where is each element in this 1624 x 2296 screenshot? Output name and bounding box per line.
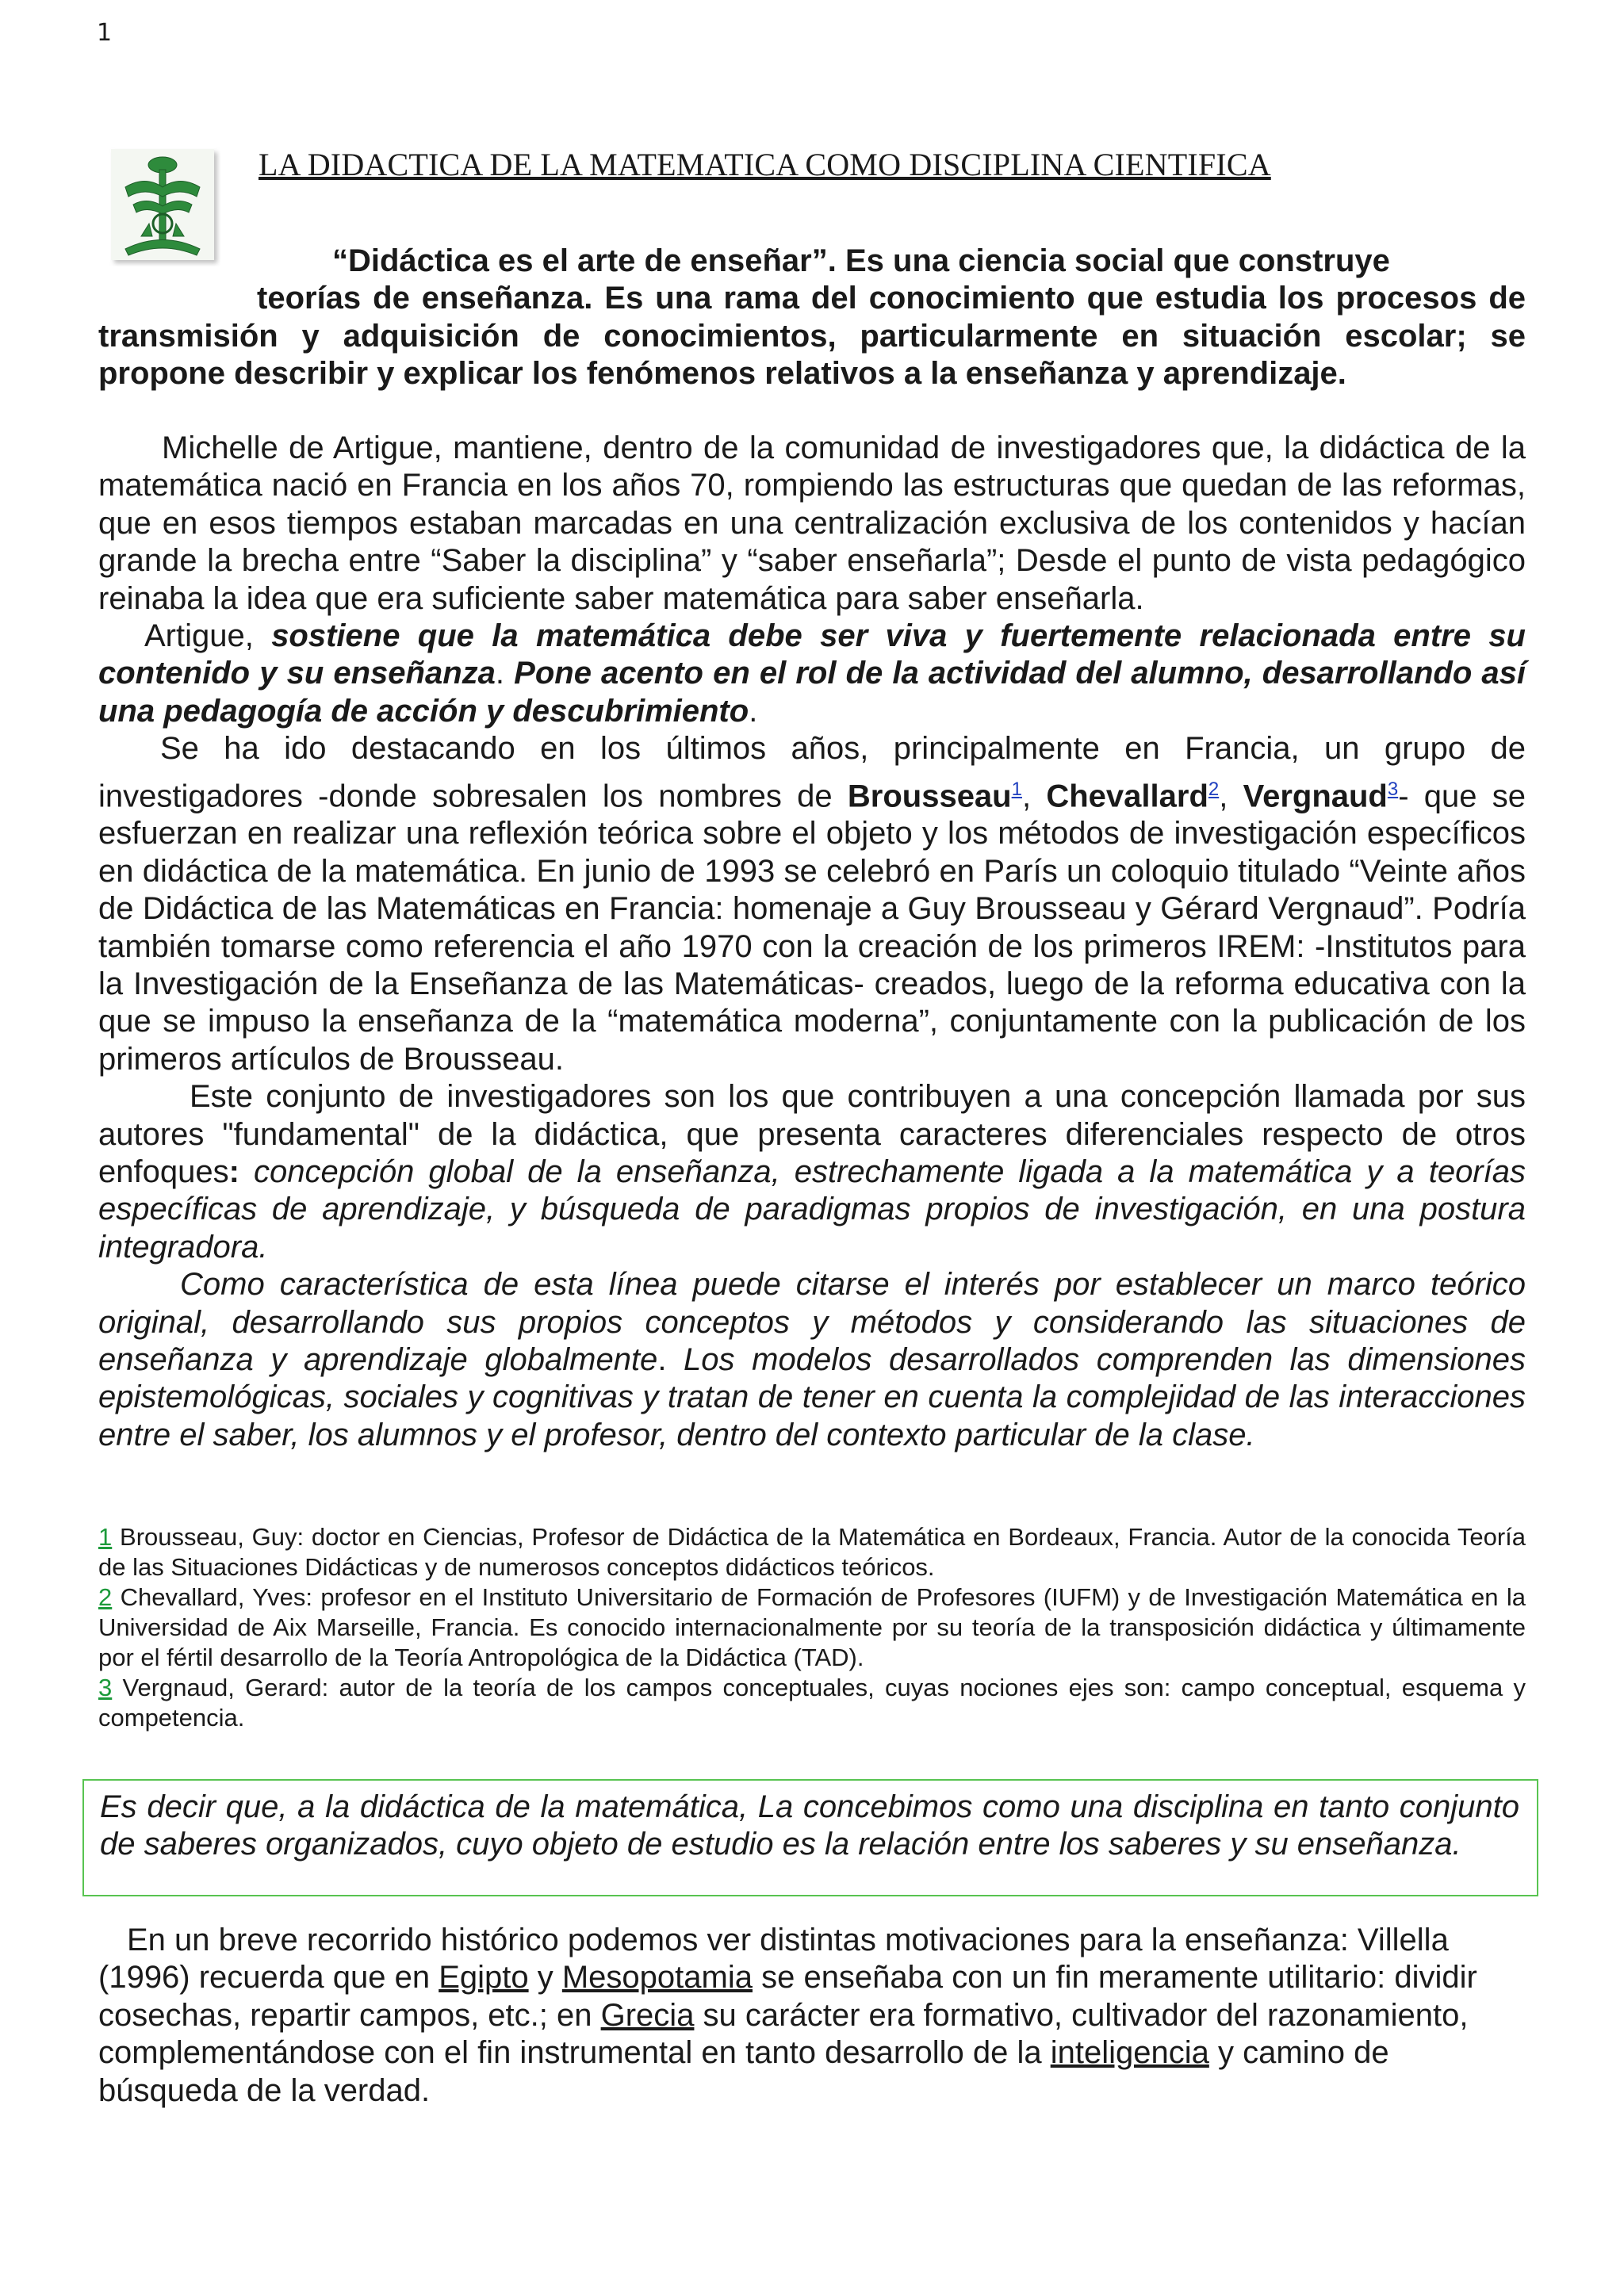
p2-emphasis-1: sostiene que la matemática debe ser viva y fuertemente relacionada entre su contenido y su enseñanza [98,618,1526,691]
p3-intro: Se ha ido destacando en los últimos años, principalmente en Francia, un grupo de investigadores -donde sobresalen los nombres de [98,731,1526,813]
p2-separator: . [495,656,515,691]
definition-rest: teorías de enseñanza. Es una rama del conocimiento que estudia los procesos de transmisión y adquisición de conocimientos, particularmente en situación escolar; se propone describir y explicar los fenómenos relativos a la enseñanza y aprendizaje. [98,281,1526,392]
p4-italic: concepción global de la enseñanza, estrechamente ligada a la matemática y a teorías específicas de aprendizaje, y búsqueda de paradigmas propios de investigación, en una postura integradora. [98,1154,1526,1265]
footnote-ref-3[interactable]: 3 [1387,778,1399,800]
footnote-text-3: Vergnaud, Gerard: autor de la teoría de los campos conceptuales, cuyas nociones ejes son: campo conceptual, esquema y competencia. [98,1674,1526,1732]
p5-dot: . [657,1342,667,1378]
comma-2: , [1219,778,1243,813]
footnote-number-2[interactable]: 2 [98,1583,113,1611]
footnote-2 [98,1582,1526,1673]
link-mesopotamia[interactable]: Mesopotamia [561,1960,753,1996]
page-number: 1 [97,19,113,47]
name-brousseau: Brousseau [847,778,1012,813]
p3-rest: - que se esfuerzan en realizar una reflexión teórica sobre el objeto y los métodos de investigación específicos en didáctica de la matemática. En junio de 1993 se celebró en París un coloquio titulado “Veinte años de Didáctica de las Matemáticas en Francia: homenaje a Guy Brousseau y Gérard Vergnaud”. Podría también tomarse como referencia el año 1970 con la creación de los primeros IREM: -Institutos para la Investigación de la Enseñanza de las Matemáticas- creados, luego de la reforma educativa con la que se impuso la enseñanza de la “matemática moderna”, conjuntamente con la publicación de los primeros artículos de Brousseau. [98,778,1526,1077]
definition-paragraph [98,243,1526,393]
closing-text-b: y [528,1960,562,1996]
footnote-number-1[interactable]: 1 [98,1523,113,1551]
p2-emphasis-2: Pone acento en el rol de la actividad del alumno, desarrollando así una pedagogía de acción y descubrimiento [98,656,1526,729]
name-vergnaud: Vergnaud [1243,778,1388,813]
footnotes [98,1522,1526,1733]
paragraph-fundamental [98,1078,1526,1266]
boxed-statement: Es decir que, a la didáctica de la matemática, La concebimos como una disciplina en tanto conjunto de saberes organizados, cuyo objeto de estudio es la relación entre los saberes y su enseñanza. [82,1779,1538,1896]
closing-text-d: su carácter era formativo, cultivador del razonamiento, complementándose con el fin instrumental en tanto desarrollo de la [98,1997,1469,2071]
paragraph-researchers [98,730,1526,1078]
document-title: LA DIDACTICA DE LA MATEMATICA COMO DISCIPLINA CIENTIFICA [259,147,1271,182]
footnote-number-3[interactable]: 3 [98,1674,113,1701]
link-inteligencia[interactable]: inteligencia [1050,2035,1209,2071]
footnote-3 [98,1673,1526,1733]
p2-lead: Artigue, [144,618,272,654]
closing-text-c: se enseñaba con un fin meramente utilitario: dividir cosechas, repartir campos, etc.; en [98,1960,1477,2033]
link-grecia[interactable]: Grecia [600,1997,695,2033]
closing-paragraph [98,1922,1534,2110]
name-chevallard: Chevallard [1046,778,1208,813]
paragraph-characteristics [98,1266,1526,1454]
p5-italic-b: Los modelos desarrollados comprenden las dimensiones epistemológicas, sociales y cognitivas y tratan de tener en cuenta la complejidad de las interacciones entre el saber, los alumnos y el profesor, dentro del contexto particular de la clase. [98,1342,1526,1452]
footnote-text-2: Chevallard, Yves: profesor en el Instituto Universitario de Formación de Profesores (IUFM) y de Investigación Matemática en la Universidad de Aix Marseille, Francia. Es conocido internacionalmente por su teoría de la transposición didáctica y últimamente por el fértil desarrollo de la Teoría Antropológica de la Didáctica (TAD). [98,1583,1526,1671]
footnote-ref-2[interactable]: 2 [1208,778,1220,800]
p2-end: . [749,693,758,729]
footnote-ref-1[interactable]: 1 [1011,778,1022,800]
body-text [98,430,1526,1454]
definition-line-1: “Didáctica es el arte de enseñar”. Es una ciencia social que construye [332,243,1390,278]
comma-1: , [1021,778,1047,813]
footnote-1 [98,1522,1526,1582]
closing-text-a: En un breve recorrido histórico podemos ver distintas motivaciones para la enseñanza: Villella (1996) recuerda que en [98,1923,1449,1996]
link-egipto[interactable]: Egipto [439,1960,529,1996]
paragraph-artigue-position [98,618,1526,730]
closing-text-e: y camino de búsqueda de la verdad. [98,2035,1389,2108]
footnote-text-1: Brousseau, Guy: doctor en Ciencias, Profesor de Didáctica de la Matemática en Bordeaux, Francia. Autor de la conocida Teoría de las Situaciones Didácticas y de numerosos conceptos didácticos teóricos. [98,1523,1526,1581]
paragraph-1-text: Michelle de Artigue, mantiene, dentro de la comunidad de investigadores que, la didáctica de la matemática nació en Francia en los años 70, rompiendo las estructuras que quedan de las reformas, que en esos tiempos estaban marcadas en una centralización exclusiva de los contenidos y hacían grande la brecha entre “Saber la disciplina” y “saber enseñarla”; Desde el punto de vista pedagógico reinaba la idea que era suficiente saber matemática para saber enseñarla. [98,430,1526,616]
p4-colon: : [228,1154,239,1190]
paragraph-artigue-history [98,430,1526,618]
p5-italic-a: Como característica de esta línea puede citarse el interés por establecer un marco teórico original, desarrollando sus propios conceptos y métodos y considerando las situaciones de enseñanza y aprendizaje globalmente [98,1267,1526,1378]
p4-text: Este conjunto de investigadores son los que contribuyen a una concepción llamada por sus autores "fundamental" de la didáctica, que presenta caracteres diferenciales respecto de otros enfoques [98,1079,1526,1190]
